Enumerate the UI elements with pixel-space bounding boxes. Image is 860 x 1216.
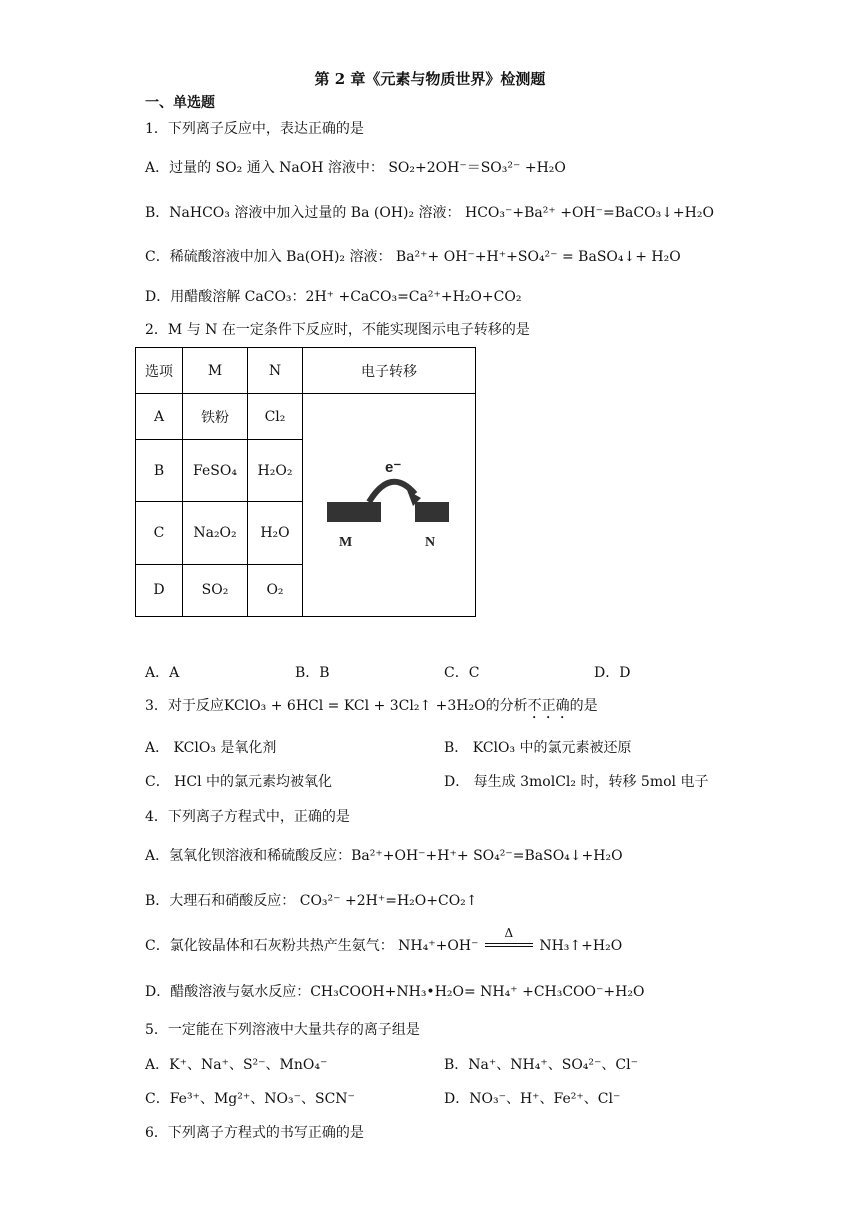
q4-option-c-pre: C．氯化铵晶体和石灰粉共热产生氨气： NH₄⁺+OH⁻ bbox=[145, 938, 479, 954]
q2-row-b-m: FeSO₄ bbox=[183, 440, 248, 502]
m-label: M bbox=[339, 535, 353, 550]
section-heading: 一、单选题 bbox=[145, 95, 215, 111]
q3-option-d[interactable]: D． 每生成 3molCl₂ 时，转移 5mol 电子 bbox=[444, 774, 709, 790]
q1-option-c[interactable]: C．稀硫酸溶液中加入 Ba(OH)₂ 溶液： Ba²⁺+ OH⁻+H⁺+SO₄²⁻ = BaSO₄↓+ H₂O bbox=[145, 249, 681, 265]
q2-answer-c[interactable]: C．C bbox=[444, 665, 480, 681]
m-block bbox=[327, 502, 381, 522]
q4-option-d[interactable]: D．醋酸溶液与氨水反应：CH₃COOH+NH₃•H₂O= NH₄⁺ +CH₃COO⁻+H₂O bbox=[145, 984, 645, 1000]
q2-row-b-n: H₂O₂ bbox=[248, 440, 303, 502]
n-block bbox=[415, 502, 449, 522]
q2-answer-b[interactable]: B．B bbox=[295, 665, 330, 681]
q3-option-a[interactable]: A． KClO₃ 是氧化剂 bbox=[145, 740, 277, 756]
q3-stem-pre: 3．对于反应 bbox=[145, 698, 224, 714]
q5-stem: 5．一定能在下列溶液中大量共存的离子组是 bbox=[145, 1022, 420, 1038]
double-bar-bottom bbox=[485, 946, 533, 947]
q2-row-c-m: Na₂O₂ bbox=[183, 502, 248, 564]
q2-row-a-n: Cl₂ bbox=[248, 394, 303, 440]
q1-option-a[interactable]: A．过量的 SO₂ 通入 NaOH 溶液中： SO₂+2OH⁻＝SO₃²⁻ +H₂O bbox=[145, 160, 566, 176]
q2-stem: 2．M 与 N 在一定条件下反应时，不能实现图示电子转移的是 bbox=[145, 322, 530, 338]
q2-row-a-m: 铁粉 bbox=[183, 394, 248, 440]
q2-row-d-n: O₂ bbox=[248, 564, 303, 616]
q2-header-m: M bbox=[183, 348, 248, 394]
page-title: 第 2 章《元素与物质世界》检测题 bbox=[314, 70, 546, 88]
q5-option-c[interactable]: C．Fe³⁺、Mg²⁺、NO₃⁻、SCN⁻ bbox=[145, 1091, 355, 1107]
q1-option-d[interactable]: D．用醋酸溶解 CaCO₃：2H⁺ +CaCO₃=Ca²⁺+H₂O+CO₂ bbox=[145, 289, 522, 305]
n-label: N bbox=[425, 535, 436, 550]
q2-row-c-option: C bbox=[136, 502, 183, 564]
q5-option-b[interactable]: B．Na⁺、NH₄⁺、SO₄²⁻、Cl⁻ bbox=[444, 1057, 638, 1073]
electron-transfer-diagram bbox=[303, 394, 475, 616]
q4-option-b[interactable]: B．大理石和硝酸反应： CO₃²⁻ +2H⁺=H₂O+CO₂↑ bbox=[145, 893, 478, 909]
electron-label: e⁻ bbox=[385, 459, 402, 476]
double-bar-top bbox=[485, 943, 533, 944]
q3-equation: KClO₃ + 6HCl = KCl + 3Cl₂↑ +3H₂O bbox=[223, 698, 486, 714]
q3-option-c[interactable]: C． HCl 中的氯元素均被氧化 bbox=[145, 774, 333, 790]
q4-option-c[interactable] bbox=[145, 926, 623, 955]
q2-answer-d[interactable]: D．D bbox=[594, 665, 631, 681]
q2-header-transfer: 电子转移 bbox=[303, 348, 476, 394]
q4-option-c-post: NH₃↑+H₂O bbox=[539, 938, 623, 954]
q2-table bbox=[135, 347, 476, 617]
q2-answer-a[interactable]: A．A bbox=[145, 665, 180, 681]
q1-stem: 1．下列离子反应中，表达正确的是 bbox=[145, 121, 364, 137]
q5-option-a[interactable]: A．K⁺、Na⁺、S²⁻、MnO₄⁻ bbox=[145, 1057, 328, 1073]
q2-header-n: N bbox=[248, 348, 303, 394]
q4-heat-condition bbox=[483, 926, 535, 955]
q3-stem-emphasis: 不正确 bbox=[527, 698, 570, 714]
q2-diagram-cell bbox=[303, 394, 476, 617]
q3-stem bbox=[145, 697, 598, 722]
q5-option-d[interactable]: D．NO₃⁻、H⁺、Fe²⁺、Cl⁻ bbox=[444, 1091, 621, 1107]
q2-row-a-option: A bbox=[136, 394, 183, 440]
q2-row-d-option: D bbox=[136, 564, 183, 616]
q2-row-b-option: B bbox=[136, 440, 183, 502]
q1-option-b[interactable]: B．NaHCO₃ 溶液中加入过量的 Ba (OH)₂ 溶液： HCO₃⁻+Ba²⁺ +OH⁻=BaCO₃↓+H₂O bbox=[145, 205, 714, 221]
q2-header-option: 选项 bbox=[136, 348, 183, 394]
q3-stem-mid: 的分析 bbox=[485, 698, 528, 714]
q3-stem-post: 的是 bbox=[569, 698, 598, 714]
q3-option-b[interactable]: B． KClO₃ 中的氯元素被还原 bbox=[444, 740, 632, 756]
q4-stem: 4．下列离子方程式中，正确的是 bbox=[145, 809, 350, 825]
q2-row-c-n: H₂O bbox=[248, 502, 303, 564]
q2-row-d-m: SO₂ bbox=[183, 564, 248, 616]
heat-symbol: Δ bbox=[504, 926, 514, 940]
q4-option-a[interactable]: A．氢氧化钡溶液和稀硫酸反应：Ba²⁺+OH⁻+H⁺+ SO₄²⁻=BaSO₄↓+H₂O bbox=[145, 848, 623, 864]
q6-stem: 6．下列离子方程式的书写正确的是 bbox=[145, 1125, 364, 1141]
